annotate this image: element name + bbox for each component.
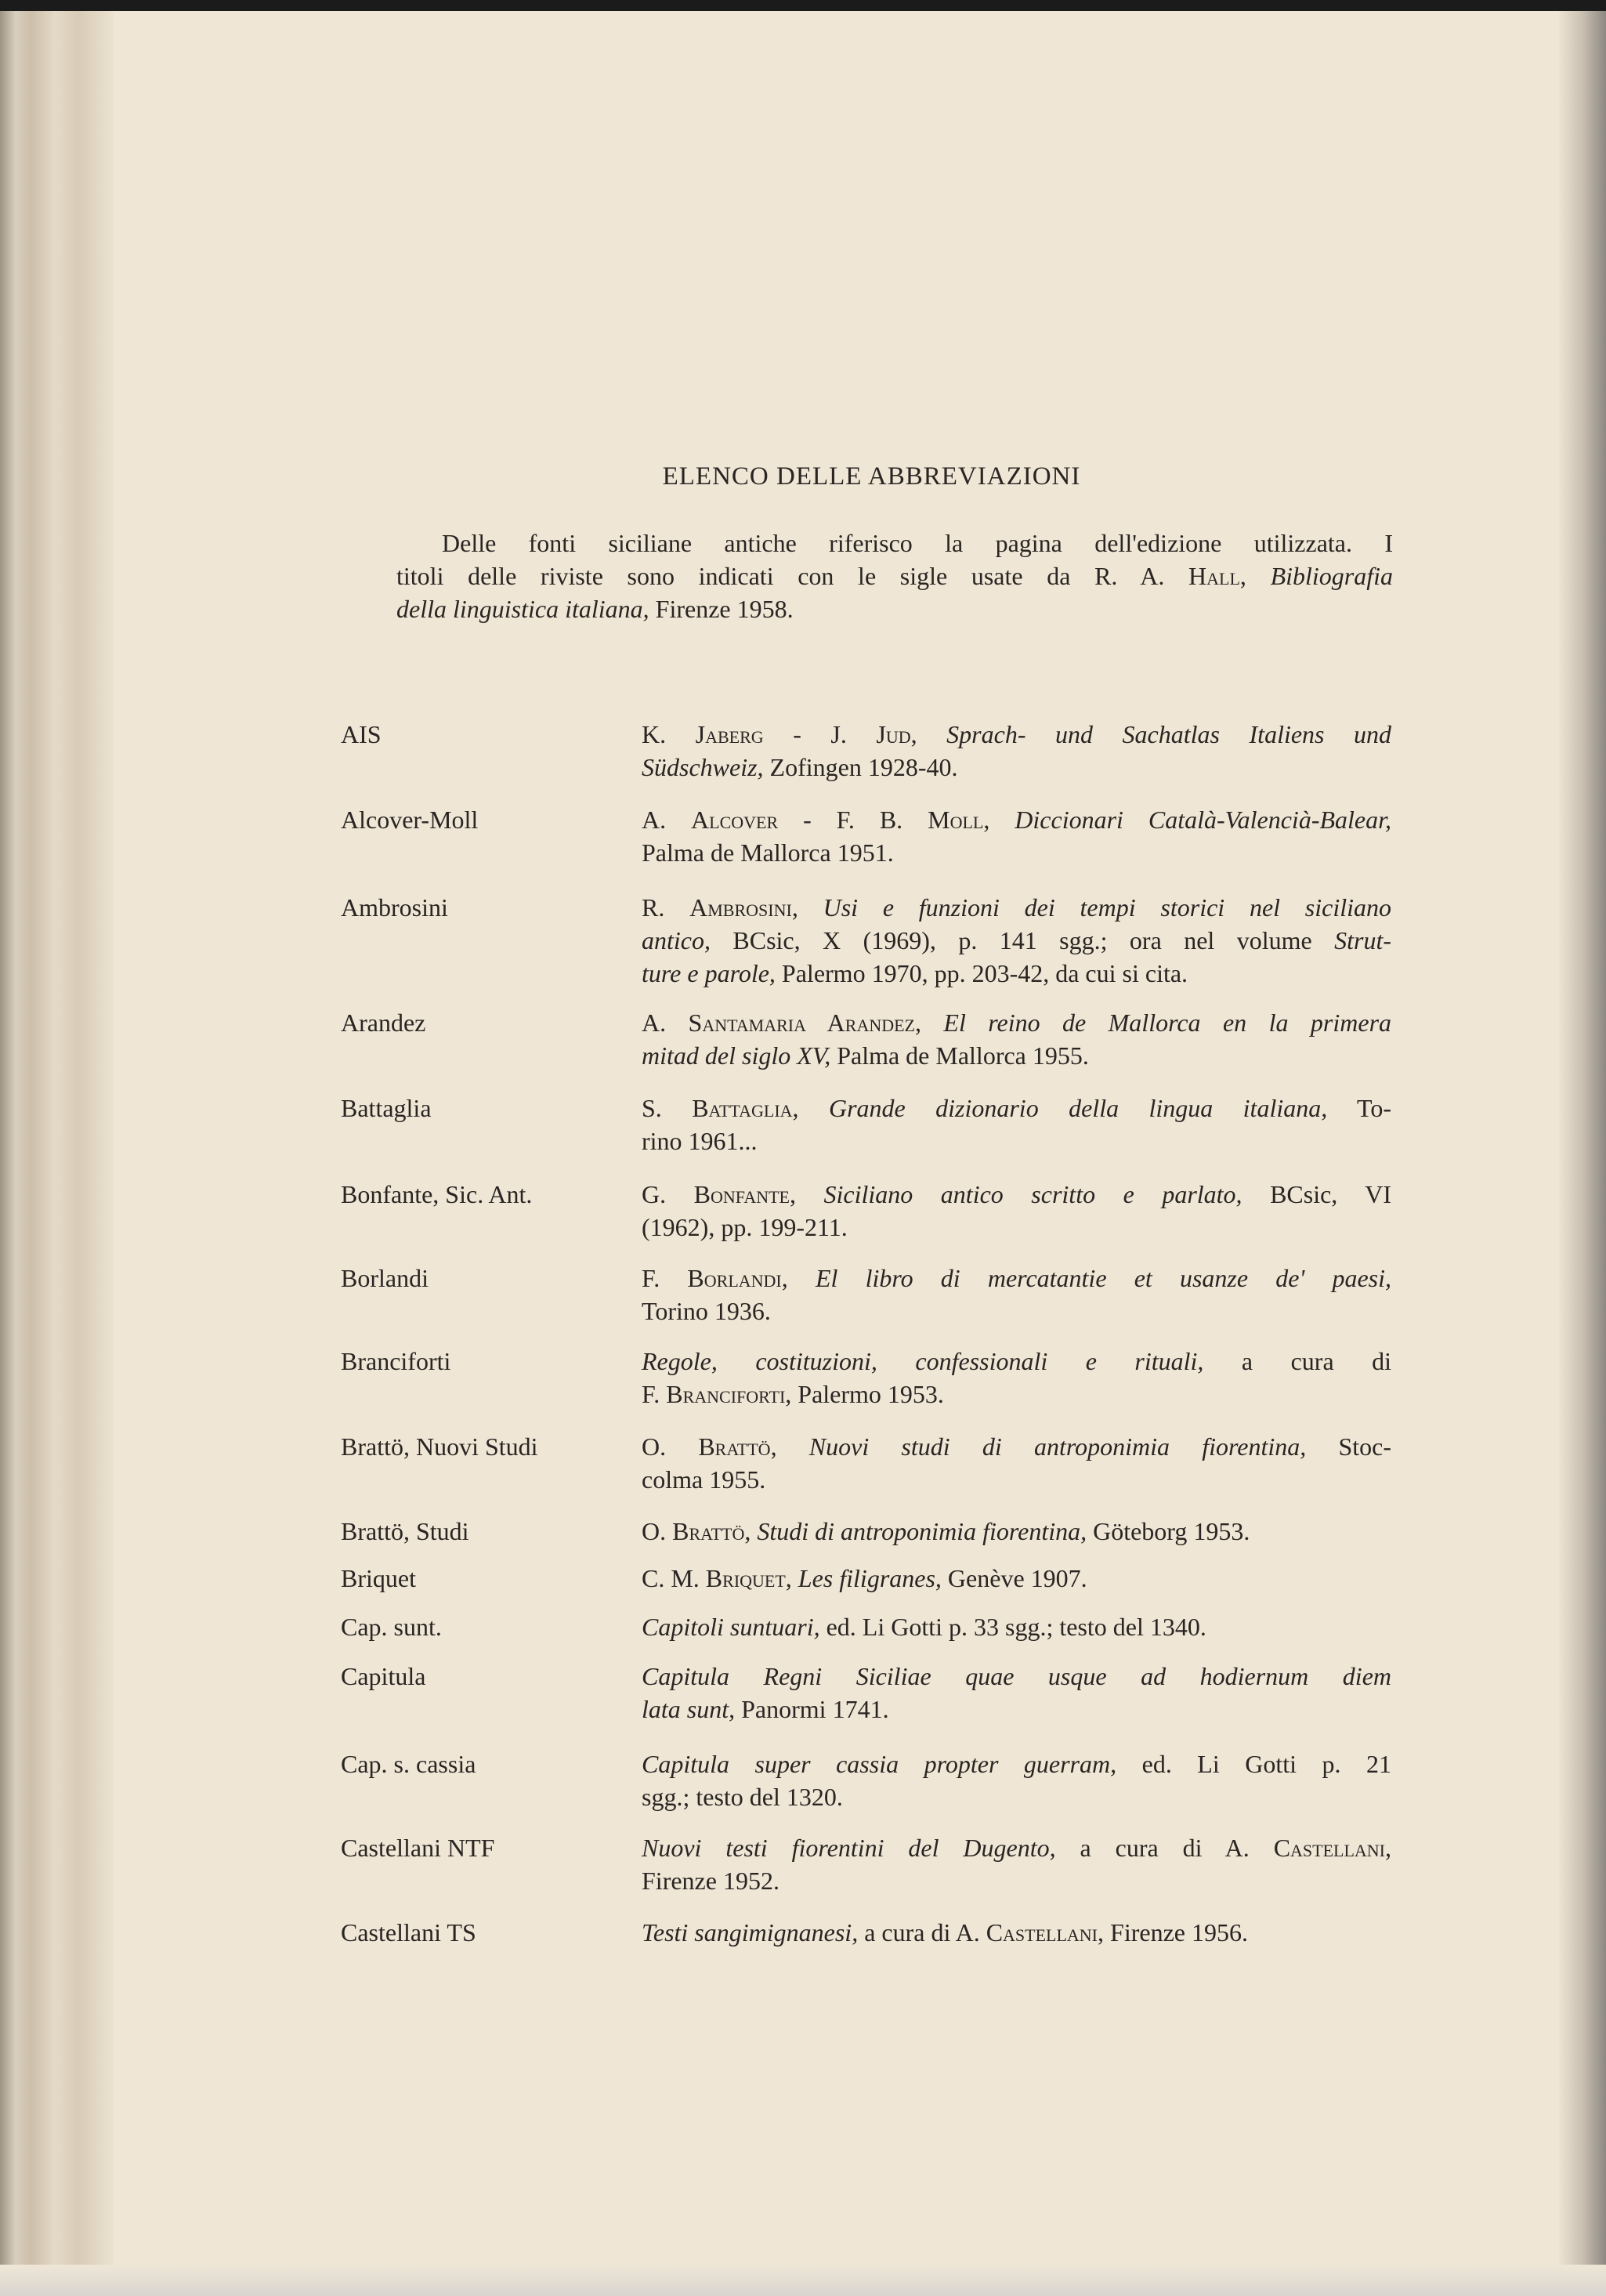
italic-title: Capitula Regni Siciliae quae usque ad hodiernum diem <box>642 1662 1391 1690</box>
author-name: Hall <box>1188 562 1240 590</box>
text-segment: Palma de Mallorca 1955. <box>830 1041 1089 1070</box>
abbreviation-description <box>642 1430 1391 1496</box>
text-segment: , <box>790 1180 824 1208</box>
italic-title: Diccionari Català-Valencià-Balear, <box>1015 806 1392 834</box>
text-segment: , <box>791 893 823 922</box>
text-segment: BCsic, X (1969), p. 141 sgg.; ora nel volume <box>710 926 1335 954</box>
page-stack-edge <box>0 11 114 2296</box>
page-title: ELENCO DELLE ABBREVIAZIONI <box>662 462 1081 491</box>
text-segment: , Palermo 1953. <box>785 1380 944 1408</box>
text-segment: , <box>1239 562 1271 590</box>
abbreviation-description <box>642 1747 1391 1813</box>
text-segment: , <box>781 1264 816 1292</box>
abbreviation-label: Brattö, Studi <box>341 1517 469 1545</box>
text-line <box>642 836 1391 869</box>
text-line <box>642 1345 1391 1378</box>
text-line <box>642 1693 1391 1726</box>
italic-title: El reino de Mallorca en la primera <box>943 1009 1392 1037</box>
text-line <box>642 1295 1391 1327</box>
text-line <box>642 1831 1391 1864</box>
text-segment: G. <box>642 1180 694 1208</box>
text-segment: - F. B. <box>778 806 928 834</box>
italic-title: Testi sangimignanesi, <box>642 1918 859 1947</box>
abbreviation-description <box>642 1006 1391 1072</box>
abbreviation-description <box>642 1178 1391 1244</box>
text-segment: ed. Li Gotti p. 33 sgg.; testo del 1340. <box>819 1613 1206 1641</box>
text-segment: Palermo 1970, pp. 203-42, da cui si cita. <box>775 959 1188 987</box>
text-segment: ed. Li Gotti p. 21 <box>1116 1750 1392 1778</box>
italic-title: mitad del siglo XV, <box>642 1041 831 1070</box>
abbreviation-description <box>642 1916 1391 1949</box>
text-segment: Göteborg 1953. <box>1087 1517 1250 1545</box>
author-name: Moll <box>928 806 984 834</box>
italic-title: Regole, costituzioni, confessionali e rituali, <box>642 1347 1204 1375</box>
italic-title: Bibliografia <box>1270 562 1394 590</box>
text-line <box>642 1092 1391 1124</box>
text-segment: O. <box>642 1517 673 1545</box>
text-line <box>642 1124 1391 1157</box>
author-name: Castellani <box>1273 1834 1386 1862</box>
abbreviation-label: Arandez <box>341 1009 426 1037</box>
text-segment: Panormi 1741. <box>735 1695 889 1723</box>
abbreviation-label: Cap. s. cassia <box>341 1750 476 1778</box>
text-segment: titoli delle riviste sono indicati con le sigle usate da R. A. <box>396 562 1189 590</box>
text-segment: K. <box>642 720 696 748</box>
text-line <box>642 718 1391 751</box>
abbreviation-label: Castellani TS <box>341 1918 476 1947</box>
abbreviation-description <box>642 1092 1391 1157</box>
abbreviation-description <box>642 1660 1391 1726</box>
abbreviation-label: Castellani NTF <box>341 1834 495 1862</box>
abbreviation-label: Cap. sunt. <box>341 1613 442 1641</box>
author-name: Alcover <box>691 806 779 834</box>
text-line <box>642 924 1391 957</box>
text-segment: rino 1961... <box>642 1127 758 1155</box>
intro-paragraph <box>396 527 1393 625</box>
abbreviation-label: Battaglia <box>341 1094 432 1122</box>
text-line <box>642 1463 1391 1496</box>
text-line <box>642 1006 1391 1039</box>
italic-title: Capitula super cassia propter guerram, <box>642 1750 1117 1778</box>
italic-title: Grande dizionario della lingua italiana, <box>828 1094 1328 1122</box>
text-segment: Firenze 1958. <box>649 595 794 623</box>
page-bottom-edge <box>0 2265 1606 2296</box>
author-name: Jaberg <box>695 720 764 748</box>
italic-title: Capitoli suntuari, <box>642 1613 820 1641</box>
text-segment: , <box>910 720 947 748</box>
abbreviation-label: Borlandi <box>341 1264 429 1292</box>
author-name: Jud <box>876 720 911 748</box>
text-segment: , <box>914 1009 944 1037</box>
scan-top-border <box>0 0 1606 11</box>
abbreviation-description <box>642 1262 1391 1327</box>
text-line <box>396 560 1393 592</box>
text-segment: sgg.; testo del 1320. <box>642 1783 843 1811</box>
italic-title: Nuovi studi di antroponimia fiorentina, <box>808 1432 1307 1461</box>
text-segment: Zofingen 1928-40. <box>763 753 958 781</box>
text-line <box>642 751 1391 784</box>
text-segment: F. <box>642 1380 667 1408</box>
text-segment: a cura di A. <box>1055 1834 1274 1862</box>
text-segment: C. M. <box>642 1564 706 1592</box>
text-segment: R. <box>642 893 690 922</box>
abbreviation-description <box>642 1562 1391 1595</box>
abbreviation-description <box>642 891 1391 990</box>
text-line <box>642 803 1391 836</box>
text-segment: BCsic, VI <box>1242 1180 1391 1208</box>
author-name: Brattö <box>672 1517 745 1545</box>
text-line <box>642 1262 1391 1295</box>
italic-title: Siciliano antico scritto e parlato, <box>823 1180 1242 1208</box>
author-name: Borlandi <box>687 1264 782 1292</box>
text-line <box>642 1916 1391 1949</box>
text-line <box>642 1378 1391 1411</box>
italic-title: Usi e funzioni dei tempi storici nel siciliano <box>823 893 1392 922</box>
text-line <box>396 527 1393 560</box>
text-segment: Stoc- <box>1306 1432 1392 1461</box>
author-name: Briquet <box>705 1564 786 1592</box>
text-segment: , <box>1385 1834 1392 1862</box>
abbreviation-label: Capitula <box>341 1662 426 1690</box>
italic-title: El libro di mercatantie et usanze de' paesi, <box>815 1264 1392 1292</box>
text-line <box>396 592 1393 625</box>
text-segment: , <box>770 1432 809 1461</box>
text-segment: , Firenze 1956. <box>1098 1918 1248 1947</box>
text-segment: Palma de Mallorca 1951. <box>642 838 894 867</box>
italic-title: Strut- <box>1334 926 1391 954</box>
text-segment: Firenze 1952. <box>642 1867 779 1895</box>
abbreviation-description <box>642 1831 1391 1897</box>
abbreviation-label: Bonfante, Sic. Ant. <box>341 1180 533 1208</box>
author-name: Bonfante <box>693 1180 790 1208</box>
abbreviation-label: Ambrosini <box>341 893 448 922</box>
text-line <box>642 1780 1391 1813</box>
abbreviation-label: Alcover-Moll <box>341 806 479 834</box>
text-line <box>642 1430 1391 1463</box>
text-line <box>642 1660 1391 1693</box>
text-segment: colma 1955. <box>642 1465 766 1494</box>
text-segment: Delle fonti siciliane antiche riferisco la pagina dell'edizione utilizzata. I <box>442 529 1393 557</box>
italic-title: lata sunt, <box>642 1695 736 1723</box>
abbreviation-label: Branciforti <box>341 1347 451 1375</box>
text-line <box>642 1562 1391 1595</box>
abbreviation-description <box>642 1610 1391 1643</box>
author-name: Ambrosini <box>689 893 792 922</box>
text-segment: A. <box>642 1009 689 1037</box>
text-line <box>642 1211 1391 1244</box>
text-segment: a cura di <box>1203 1347 1392 1375</box>
italic-title: Sprach- und Sachatlas Italiens und <box>946 720 1392 748</box>
text-line <box>642 891 1391 924</box>
italic-title: antico, <box>642 926 711 954</box>
text-line <box>642 957 1391 990</box>
text-segment: O. <box>642 1432 699 1461</box>
text-line <box>642 1039 1391 1072</box>
abbreviation-label: AIS <box>341 720 382 748</box>
author-name: Battaglia <box>692 1094 793 1122</box>
italic-title: della linguistica italiana, <box>396 595 649 623</box>
text-segment: To- <box>1327 1094 1392 1122</box>
text-segment: Genève 1907. <box>941 1564 1087 1592</box>
text-line <box>642 1864 1391 1897</box>
abbreviation-description <box>642 718 1391 784</box>
text-segment: - J. <box>763 720 877 748</box>
author-name: Santamaria Arandez <box>688 1009 915 1037</box>
abbreviation-description <box>642 1345 1391 1411</box>
abbreviation-label: Brattö, Nuovi Studi <box>341 1432 538 1461</box>
text-segment: , <box>983 806 1015 834</box>
author-name: Branciforti <box>666 1380 786 1408</box>
italic-title: Südschweiz, <box>642 753 764 781</box>
author-name: Brattö <box>698 1432 771 1461</box>
text-segment: Torino 1936. <box>642 1297 771 1325</box>
italic-title: ture e parole, <box>642 959 776 987</box>
abbreviation-description <box>642 803 1391 869</box>
text-segment: (1962), pp. 199-211. <box>642 1213 848 1241</box>
text-segment: , <box>744 1517 758 1545</box>
italic-title: Les filigranes, <box>798 1564 942 1592</box>
text-segment: A. <box>642 806 692 834</box>
text-line <box>642 1610 1391 1643</box>
author-name: Castellani <box>986 1918 1098 1947</box>
text-segment: , <box>785 1564 798 1592</box>
abbreviation-label: Briquet <box>341 1564 416 1592</box>
text-segment: F. <box>642 1264 688 1292</box>
text-segment: , <box>792 1094 829 1122</box>
text-line <box>642 1747 1391 1780</box>
italic-title: Studi di antroponimia fiorentina, <box>757 1517 1087 1545</box>
text-line <box>642 1515 1391 1548</box>
text-segment: S. <box>642 1094 693 1122</box>
page-right-edge <box>1559 11 1606 2296</box>
text-line <box>642 1178 1391 1211</box>
abbreviation-description <box>642 1515 1391 1548</box>
italic-title: Nuovi testi fiorentini del Dugento, <box>642 1834 1056 1862</box>
text-segment: a cura di A. <box>858 1918 986 1947</box>
